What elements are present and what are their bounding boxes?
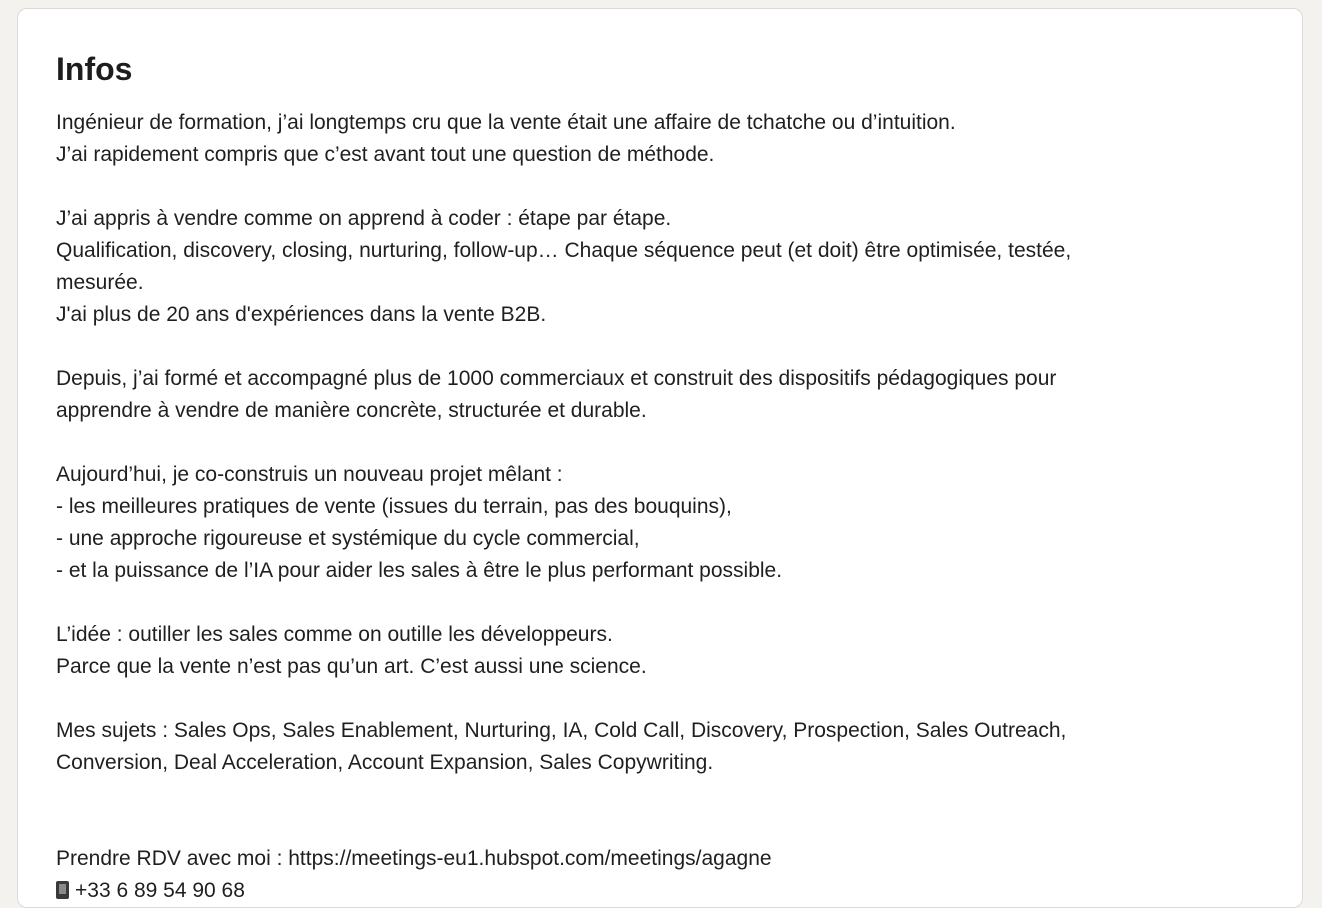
phone-number[interactable]: +33 6 89 54 90 68 bbox=[75, 879, 245, 902]
about-line: L’idée : outiller les sales comme on outille les développeurs. bbox=[56, 623, 613, 646]
about-card bbox=[17, 8, 1303, 908]
about-line: Parce que la vente n’est pas qu’un art. C’est aussi une science. bbox=[56, 655, 647, 678]
about-text bbox=[56, 107, 1256, 907]
mobile-phone-icon bbox=[56, 881, 69, 899]
about-line: J'ai plus de 20 ans d'expériences dans la vente B2B. bbox=[56, 303, 547, 326]
about-line: - et la puissance de l’IA pour aider les sales à être le plus performant possible. bbox=[56, 559, 783, 582]
spacer bbox=[56, 171, 1256, 203]
spacer bbox=[56, 683, 1256, 715]
about-line: - une approche rigoureuse et systémique du cycle commercial, bbox=[56, 527, 640, 550]
about-line: Mes sujets : Sales Ops, Sales Enablement, Nurturing, IA, Cold Call, Discovery, Prospection, Sales Outreach, bbox=[56, 719, 1067, 742]
section-title: Infos bbox=[56, 51, 133, 87]
spacer bbox=[56, 587, 1256, 619]
phone-line bbox=[56, 875, 1256, 907]
about-line: Qualification, discovery, closing, nurturing, follow-up… Chaque séquence peut (et doit) être optimisée, testée, bbox=[56, 239, 1072, 262]
spacer bbox=[56, 811, 1256, 843]
about-line: Depuis, j’ai formé et accompagné plus de 1000 commerciaux et construit des dispositifs pédagogiques pour bbox=[56, 367, 1057, 390]
spacer bbox=[56, 427, 1256, 459]
about-line: mesurée. bbox=[56, 271, 144, 294]
about-line: - les meilleures pratiques de vente (issues du terrain, pas des bouquins), bbox=[56, 495, 732, 518]
about-line: apprendre à vendre de manière concrète, structurée et durable. bbox=[56, 399, 647, 422]
about-line: Conversion, Deal Acceleration, Account Expansion, Sales Copywriting. bbox=[56, 751, 714, 774]
spacer bbox=[56, 331, 1256, 363]
about-line: J’ai rapidement compris que c’est avant tout une question de méthode. bbox=[56, 143, 715, 166]
about-line: Ingénieur de formation, j’ai longtemps cru que la vente était une affaire de tchatche ou d’intuition. bbox=[56, 111, 956, 134]
about-line: J’ai appris à vendre comme on apprend à coder : étape par étape. bbox=[56, 207, 672, 230]
meeting-link-line[interactable]: Prendre RDV avec moi : https://meetings-eu1.hubspot.com/meetings/agagne bbox=[56, 847, 772, 870]
spacer bbox=[56, 779, 1256, 811]
about-line: Aujourd’hui, je co-construis un nouveau projet mêlant : bbox=[56, 463, 563, 486]
